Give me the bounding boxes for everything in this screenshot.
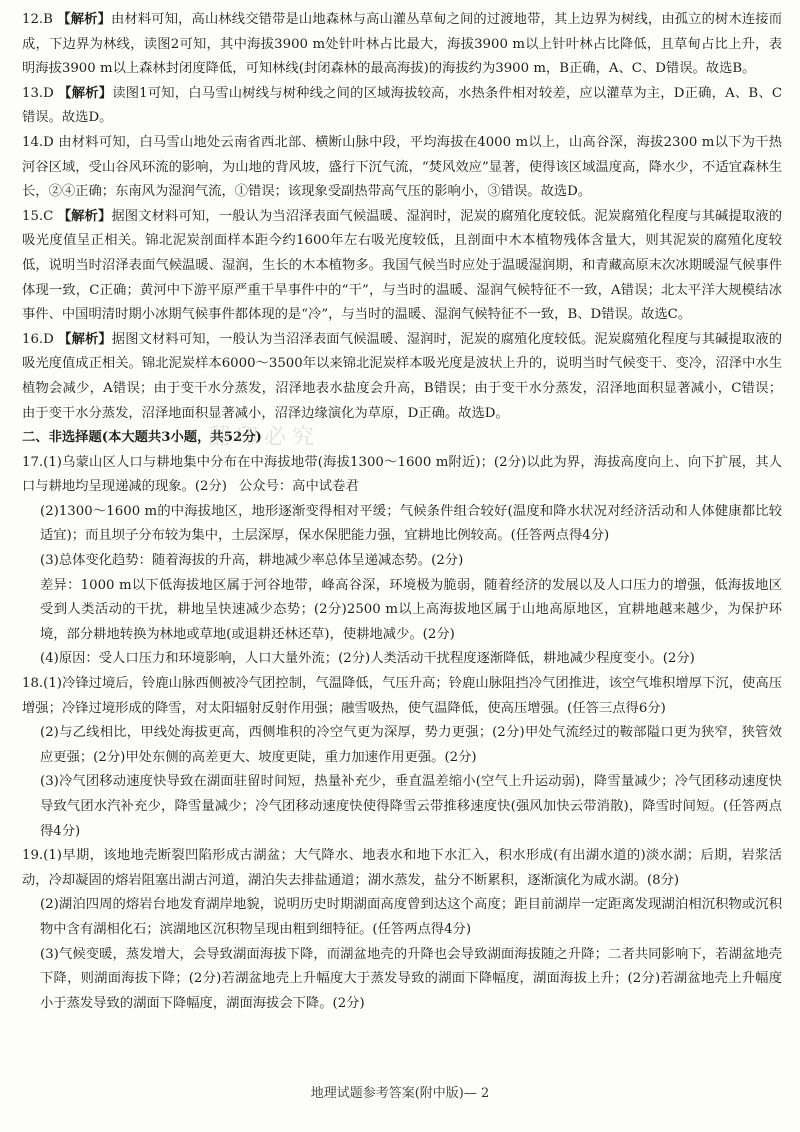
answer-18-part-1: 18.(1)冷锋过境后，铃鹿山脉西侧被冷气团控制，气温降低，气压升高；铃鹿山脉阻挡冷气团推进，该空气堆积增厚下沉，使高压增强；冷锋过境形成的降雪，对太阳辐射反射作用强；融雪吸热，使气温降低，使高压增强。(任答三点得6分) [22, 676, 782, 716]
answer-17-part-1 [22, 451, 782, 500]
answer-text: 17.(1)乌蒙山区人口与耕地集中分布在中海拔地带(海拔1300～1600 m附近)；(2分)以此为界，海拔高度向上、向下扩展，其人口与耕地均呈现递减的现象。(2分) [22, 454, 782, 495]
promo-text: 公众号：高中试卷君 [239, 479, 359, 495]
watermark: 翻印必究 [208, 425, 321, 450]
answer-18-part-2: (2)与乙线相比，甲线处海拔更高，西侧堆积的冷空气更为深厚，势力更强；(2分)甲处气流经过的鞍部隘口更为狭窄，狭管效应更强；(2分)甲处东侧的高差更大、坡度更陡，重力加速作用更强。(2分) [40, 725, 782, 765]
analysis-tag: 【解析】 [57, 12, 111, 27]
analysis-text: 据图文材料可知，一般认为当沼泽表面气候温暖、湿润时，泥炭的腐殖化度较低。泥炭腐殖化程度与其碱提取液的吸光度值呈正相关。锦北泥炭剖面样本距今约1600年左右吸光度较低，且剖面中木本植物残体含量大，则其泥炭的腐殖化度较低，说明当时沼泽表面气候温暖、湿润，生长的木本植物多。我国气候当时应处于温暖湿润期，和青藏高原末次冰期暖湿气候事件体现一致，C正确；黄河中下游平原严重干旱事件中的“干”，与当时的温暖、湿润气候特征不一致，A错误；北太平洋大规模结冰事件、中国明清时期小冰期气候事件都体现的是“冷”，与当时的温暖、湿润气候特征不一致，B、D错误。故选C。 [22, 208, 783, 323]
answer-document [22, 8, 782, 1016]
answer-13 [22, 82, 782, 131]
answer-17-part-4: (4)原因：受人口压力和环境影响，人口大量外流；(2分)人类活动干扰程度逐渐降低，耕地减少程度变小。(2分) [40, 651, 695, 667]
answer-letter: B [43, 12, 53, 27]
question-number: 15. [22, 208, 44, 224]
answer-19-part-2: (2)湖泊四周的熔岩台地发育湖岸地貌，说明历史时期湖面高度曾到达这个高度；距目前湖岸一定距离发现湖泊相沉积物或沉积物中含有湖相化石；滨湖地区沉积物呈现由粗到细特征。(任答两点得4分) [40, 897, 782, 937]
answer-letter: D [43, 134, 54, 150]
question-number: 14. [22, 134, 44, 150]
analysis-tag: 【解析】 [57, 208, 112, 224]
answer-12 [22, 8, 782, 82]
answer-15 [22, 205, 782, 328]
analysis-text: 由材料可知，高山林线交错带是山地森林与高山灌丛草甸之间的过渡地带，其上边界为树线，由孤立的树木连接而成，下边界为林线，读图2可知，其中海拔3900 m处针叶林占比最大，海拔3900 m以上针叶林占比降低，且草甸占比上升，表明海拔3900 m以上森林封闭度降低，可知林线(封闭森林的最高海拔)的海拔约为3900 m，B正确，A、C、D错误。故选B。 [22, 12, 783, 77]
answer-letter: D [43, 331, 54, 347]
analysis-tag: 【解析】 [58, 85, 113, 101]
section-heading: 二、非选择题(本大题共3小题，共52分) [22, 430, 262, 446]
answer-14 [22, 131, 782, 205]
analysis-text: 读图1可知，白马雪山树线与树种线之间的区域海拔较高，水热条件相对较差，应以灌草为主，D正确，A、B、C错误。故选D。 [22, 85, 783, 126]
answer-16 [22, 328, 782, 426]
analysis-text: 由材料可知，白马雪山地处云南省西北部、横断山脉中段，平均海拔在4000 m以上，山高谷深，海拔2300 m以下为干热河谷区域，受山谷风环流的影响，为山地的背风坡，盛行下沉气流，“焚风效应”显著，使得该区域温度高，降水少，不适宜森林生长，②④正确；东南风为湿润气流，①错误；该现象受副热带高气压的影响小，③错误。故选D。 [22, 134, 782, 200]
page-footer: 地理试题参考答案(附中版)— 2 [310, 1086, 490, 1101]
answer-17-part-3-detail: 差异：1000 m以下低海拔地区属于河谷地带，峰高谷深，环境极为脆弱，随着经济的发展以及人口压力的增强，低海拔地区受到人类活动的干扰，耕地呈快速减少态势；(2分)2500 m以上高海拔地区属于山地高原地区，宜耕地越来越少，为保护环境，部分耕地转换为林地或草地(或退耕还林还草)，使耕地减少。(2分) [40, 577, 782, 642]
answer-19-part-3: (3)气候变暖，蒸发增大，会导致湖面海拔下降，而湖盆地壳的升降也会导致湖面海拔随之升降；二者共同影响下，若湖盆地壳下降，则湖面海拔下降；(2分)若湖盆地壳上升幅度大于蒸发导致的湖面下降幅度，湖面海拔上升；(2分)若湖盆地壳上升幅度小于蒸发导致的湖面下降幅度，湖面海拔会下降。(2分) [40, 946, 782, 1011]
answer-letter: C [43, 208, 54, 224]
answer-19-part-1: 19.(1)早期，该地地壳断裂凹陷形成古湖盆；大气降水、地表水和地下水汇入，积水形成(有出湖水道的)淡水湖；后期，岩浆活动，冷却凝固的熔岩阻塞出湖古河道，湖泊失去排盐通道；湖水蒸发，盐分不断累积，逐渐演化为咸水湖。(8分) [22, 848, 782, 888]
answer-17-part-3: (3)总体变化趋势：随着海拔的升高，耕地减少率总体呈递减态势。(2分) [40, 553, 464, 569]
question-number: 16. [22, 331, 44, 347]
answer-18-part-3: (3)冷气团移动速度快导致在湖面驻留时间短，热量补充少，垂直温差缩小(空气上升运动弱)，降雪量减少；冷气团移动速度快导致气团水汽补充少，降雪量减少；冷气团移动速度快使得降雪云带推移速度快(强风加快云带消散)，降雪时间短。(任答两点得4分) [40, 774, 782, 839]
question-number: 12. [22, 12, 44, 27]
question-number: 13. [22, 85, 44, 101]
answer-letter: D [43, 85, 54, 101]
analysis-tag: 【解析】 [58, 331, 112, 347]
answer-17-part-2: (2)1300～1600 m的中海拔地区，地形逐渐变得相对平缓；气候条件组合较好(温度和降水状况对经济活动和人体健康都比较适宜)；而且坝子分布较为集中，土层深厚，保水保肥能力强，宜耕地比例较高。(任答两点得4分) [40, 503, 782, 544]
analysis-text: 据图文材料可知，一般认为当沼泽表面气候温暖、湿润时，泥炭的腐殖化度较低。泥炭腐殖化程度与其碱提取液的吸光度值成正相关。锦北泥炭样本6000～3500年以来锦北泥炭样本吸光度是波状上升的，说明当时气候变干、变冷，沼泽中水生植物会减少，A错误；由于变干水分蒸发，沼泽地表水盐度会升高，B错误；由于变干水分蒸发，沼泽地面积显著减小，C错误；由于变干水分蒸发，沼泽地面积显著减小，沼泽边缘演化为草原，D正确。故选D。 [22, 331, 782, 421]
